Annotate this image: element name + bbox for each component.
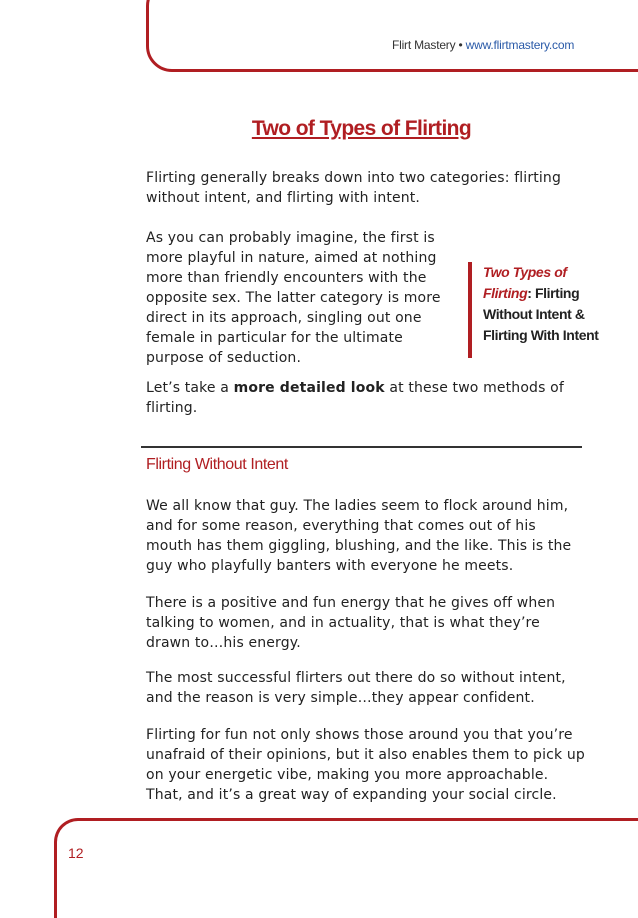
section-paragraph-2: There is a positive and fun energy that he gives off when talking to women, and in actuality, that is what they’re drawn to…his energy. bbox=[146, 595, 556, 651]
pull-quote bbox=[468, 262, 608, 358]
page-title: Two of Types of Flirting bbox=[251, 117, 472, 140]
page-header bbox=[392, 38, 574, 52]
intro-paragraph-2: As you can probably imagine, the first is more playful in nature, aimed at nothing more than friendly encounters with the opposite sex. The latter category is more direct in its approach, singling out one female in particular for the ultimate purpose of seduction. bbox=[146, 230, 441, 366]
site-name: Flirt Mastery • bbox=[392, 38, 466, 52]
section-paragraph-3: The most successful flirters out there do so without intent, and the reason is very simple…they appear confident. bbox=[146, 670, 566, 706]
page-number: 12 bbox=[68, 845, 84, 861]
header-frame bbox=[146, 0, 638, 72]
intro-paragraph-3-start: Let’s take a bbox=[146, 380, 234, 396]
intro-paragraph-3 bbox=[146, 378, 586, 418]
section-heading: Flirting Without Intent bbox=[146, 456, 288, 473]
footer-frame bbox=[54, 818, 638, 918]
intro-paragraph-3-bold: more detailed look bbox=[233, 380, 385, 396]
section-divider bbox=[141, 446, 582, 448]
site-url-link[interactable]: www.flirtmastery.com bbox=[465, 38, 575, 52]
pull-quote-emphasis: Two Types of Flirting bbox=[483, 264, 567, 301]
intro-paragraph-3-end: at these two methods of flirting. bbox=[146, 380, 564, 416]
pull-quote-text: : Flirting Without Intent & Flirting With Intent bbox=[483, 285, 599, 343]
intro-paragraph-1: Flirting generally breaks down into two categories: flirting without intent, and flirting with intent. bbox=[146, 170, 561, 206]
section-paragraph-4: Flirting for fun not only shows those around you that you’re unafraid of their opinions, but it also enables them to pick up on your energetic vibe, making you more approachable. That, and it’s a great way of expanding your social circle. bbox=[146, 727, 585, 803]
section-paragraph-1: We all know that guy. The ladies seem to flock around him, and for some reason, everything that comes out of his mouth has them giggling, blushing, and the like. This is the guy who playfully banters with everyone he meets. bbox=[146, 498, 572, 574]
